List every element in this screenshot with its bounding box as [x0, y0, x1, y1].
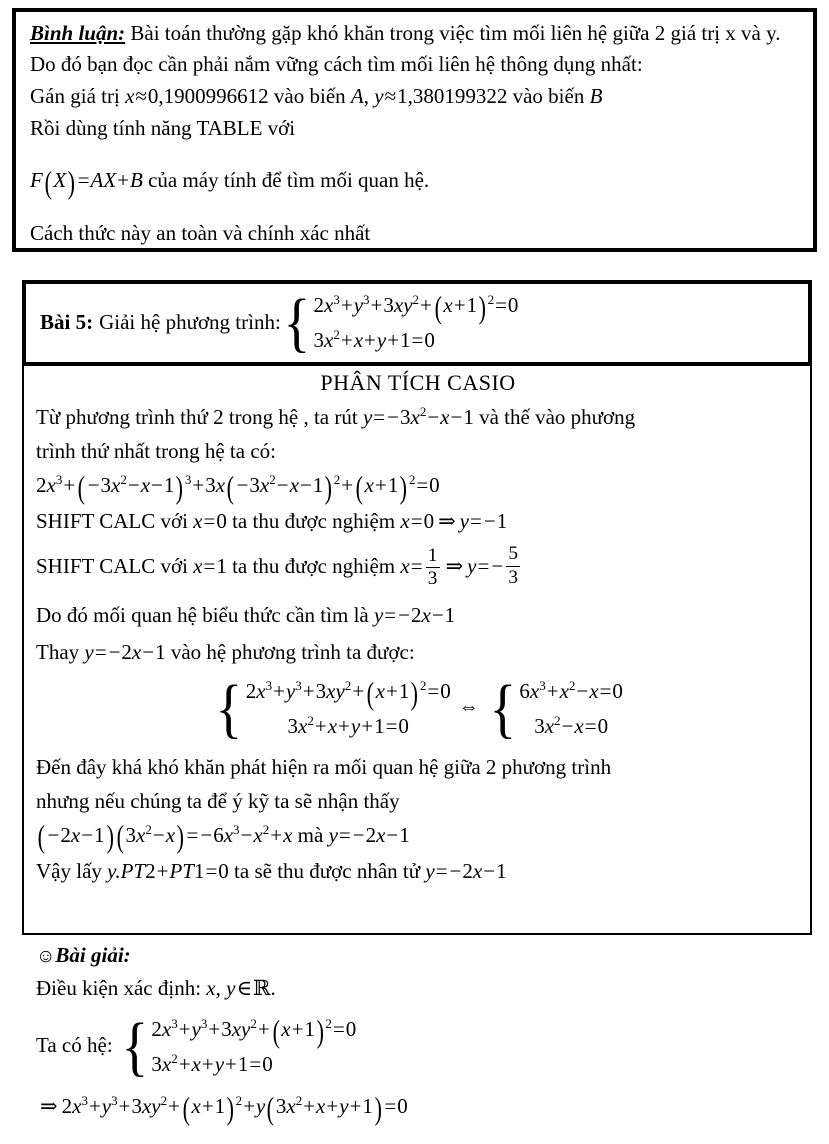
solution-equation-2: $3x^2+x+y+1=0$ [151, 1050, 273, 1076]
relation-expression: y=−2x−1 [373, 603, 456, 628]
solution-system [119, 1010, 357, 1084]
shift-calc-2-root-y: y = − $\frac{5}{3}$ [467, 545, 522, 589]
frac-1-denominator: 3 [427, 567, 438, 589]
solution-system-label: Ta có hệ: [36, 1033, 113, 1058]
paren-open: ( [44, 164, 52, 200]
substitute-intro-line: trình thứ nhất trong hệ ta có: [36, 439, 276, 464]
function-definition-line [30, 164, 801, 200]
commentary-text: Bài toán thường gặp khó khăn trong việc tìm mối liên hệ giữa 2 giá trị x và y. Do đó bạn đọc cần phải nắm vững cách tìm mối liên hệ thông dụng nhất: [30, 21, 781, 77]
closing-line: Cách thức này an toàn và chính xác nhất [30, 221, 371, 246]
function-f: F [30, 168, 43, 193]
relation-line [36, 600, 800, 631]
assign-x-symbol: x [125, 84, 135, 109]
extract-y-pre: Từ phương trình thứ 2 trong hệ , ta rút [36, 405, 358, 429]
shift-calc-1-pre: SHIFT CALC với [36, 509, 188, 534]
shift-calc-line-2 [36, 545, 800, 590]
factor-identity-relation: y=−2x−1 [328, 822, 410, 847]
extract-y-line [36, 402, 800, 433]
derived-equation: ⇒ $2x^3+y^3+3xy^2+(x+1)$ $^2+y(3x^2+x+y+1) =0$ [36, 1091, 816, 1123]
problem-system [281, 286, 519, 360]
solution-label: Bài giải: [55, 943, 131, 967]
conclusion-pre: Vậy lấy [36, 858, 102, 883]
substitute-expression: y=−2x−1 [84, 640, 166, 665]
table-feature-line: Rồi dùng tính năng TABLE với [30, 116, 296, 141]
assign-y-approx: ≈ [384, 84, 397, 109]
shift-calc-2-pre: SHIFT CALC với [36, 554, 188, 579]
problem-label: Bài 5: [40, 310, 94, 335]
function-plus: + [117, 168, 129, 193]
shift-calc-line-1 [36, 506, 800, 537]
brace-icon-solution: { [121, 1010, 148, 1084]
condition-set: ℝ [253, 976, 271, 1001]
relation-pre: Do đó mối quan hệ biểu thức cần tìm là [36, 603, 369, 628]
variable-a: A [350, 84, 364, 109]
solution-heading [36, 940, 816, 971]
condition-line [36, 973, 816, 1004]
assign-x-approx: ≈ [135, 84, 147, 109]
assign-prefix: Gán giá trị [30, 84, 120, 109]
factor-identity-line [36, 819, 800, 855]
equiv-left-equation-1: $2x^3+y^3+3xy^2+(x+1)$ $^2$=0 [245, 676, 451, 712]
conclusion-factor: y=−2x−1 [425, 858, 507, 883]
conclusion-mid: ta sẽ thu được nhân tử [234, 858, 421, 883]
frac-2-numerator: 5 [508, 543, 519, 565]
equivalent-system-left [213, 672, 451, 746]
commentary-label: Bình luận: [30, 21, 126, 45]
shift-calc-2-input: x=1 [193, 554, 227, 579]
solution-equation-1: $2x^3+y^3+3xy^2+(x+1)$ $^2$=0 [151, 1013, 357, 1049]
variable-b: B [589, 84, 603, 109]
substitute-post: vào hệ phương trình ta được: [170, 640, 415, 665]
condition-pre: Điều kiện xác định: [36, 976, 202, 1001]
shift-calc-2-root-x: x= $\frac{1}{3}$ [400, 554, 441, 578]
equivalent-systems-row [36, 672, 800, 746]
brace-icon-right: { [489, 672, 516, 746]
observation-line-2: nhưng nếu chúng ta để ý kỹ ta sẽ nhận thấy [36, 788, 400, 813]
factor-identity-connector: mà [297, 822, 324, 847]
frac-1-numerator: 1 [427, 544, 438, 566]
implies-arrow-icon-3: ⇒ [40, 1094, 58, 1119]
shift-calc-1-mid: ta thu được nghiệm [232, 509, 396, 534]
coef-x: X [103, 168, 117, 193]
coef-a: A [90, 168, 104, 193]
commentary-box [12, 8, 817, 252]
problem-prompt: Giải hệ phương trình: [99, 310, 281, 335]
assign-values-line [30, 81, 801, 112]
equiv-left-equation-2: $3x^2+x+y+1=0$ [287, 713, 409, 738]
function-arg-x: X [53, 168, 67, 193]
implies-arrow-icon-2: ⇒ [445, 554, 464, 579]
problem-equation-2: $3x^2+x+y+1=0$ [313, 327, 435, 352]
paren-close: ) [67, 164, 76, 200]
problem-header-box [22, 280, 812, 366]
assign-y-symbol: y [374, 84, 384, 109]
function-tail-text: của máy tính để tìm mối quan hệ. [148, 168, 430, 193]
extract-y-post: và thế vào phương [479, 405, 636, 429]
casio-analysis-title: PHÂN TÍCH CASIO [320, 370, 516, 395]
problem-equation-1: $2x^3+y^3+3xy^2+(x+1)$ $^2$=0 [313, 290, 519, 326]
assign-comma: , [363, 84, 369, 109]
substitute-pre: Thay [36, 640, 80, 665]
smiley-icon: ☺ [36, 946, 56, 967]
implies-arrow-icon: ⇒ [438, 509, 456, 534]
brace-icon-left: { [215, 672, 243, 746]
solution-section [36, 940, 816, 1144]
equivalence-arrow-icon: ⇔ [458, 695, 479, 718]
condition-variables: x, y [206, 976, 236, 1001]
assign-mid-1: vào biến [273, 84, 346, 109]
shift-calc-1-root-y: y=−1 [459, 509, 508, 534]
factor-identity-expression: ( −2x−1) $(3x^2-x) =-6x^3-x^2+x$ [37, 819, 293, 855]
observation-line-1: Đến đây khá khó khăn phát hiện ra mối quan hệ giữa 2 phương trình [36, 754, 612, 779]
assign-x-value: 0,1900996612 [147, 84, 269, 109]
casio-analysis-box [22, 366, 812, 935]
conclusion-combination: y.PT2+PT1=0 [107, 858, 229, 883]
shift-calc-1-root-x: x=0 [400, 509, 435, 534]
equiv-right-equation-1: $6x^3+x^2-x=0$ [519, 678, 623, 704]
coef-b: B [130, 168, 143, 193]
extract-y-expression: $y=-3x^2-x-1$ [362, 404, 474, 429]
condition-period: . [270, 976, 276, 1001]
equiv-right-equation-2: $3x^2-x=0$ [534, 713, 609, 738]
substituted-equation: $2x^3+( -3x^2-x-1)$ $^3+3x( -3x^2-x-1)$ $^2$+(x+1) $^2$=0 [36, 469, 440, 505]
brace-icon: { [283, 286, 311, 360]
assign-y-value: 1,380199322 [397, 84, 508, 109]
frac-2-denominator: 3 [508, 566, 519, 588]
substitute-line [36, 637, 800, 668]
conclusion-line [36, 856, 800, 887]
commentary-paragraph [30, 18, 801, 80]
shift-calc-2-mid: ta thu được nghiệm [232, 554, 396, 579]
condition-member-icon: ∈ [236, 976, 252, 1001]
solution-system-row [36, 1010, 816, 1084]
equivalent-system-right [487, 672, 623, 746]
assign-mid-2: vào biến [512, 84, 585, 109]
shift-calc-1-input: x=0 [193, 509, 227, 534]
function-equals: = [77, 168, 90, 193]
